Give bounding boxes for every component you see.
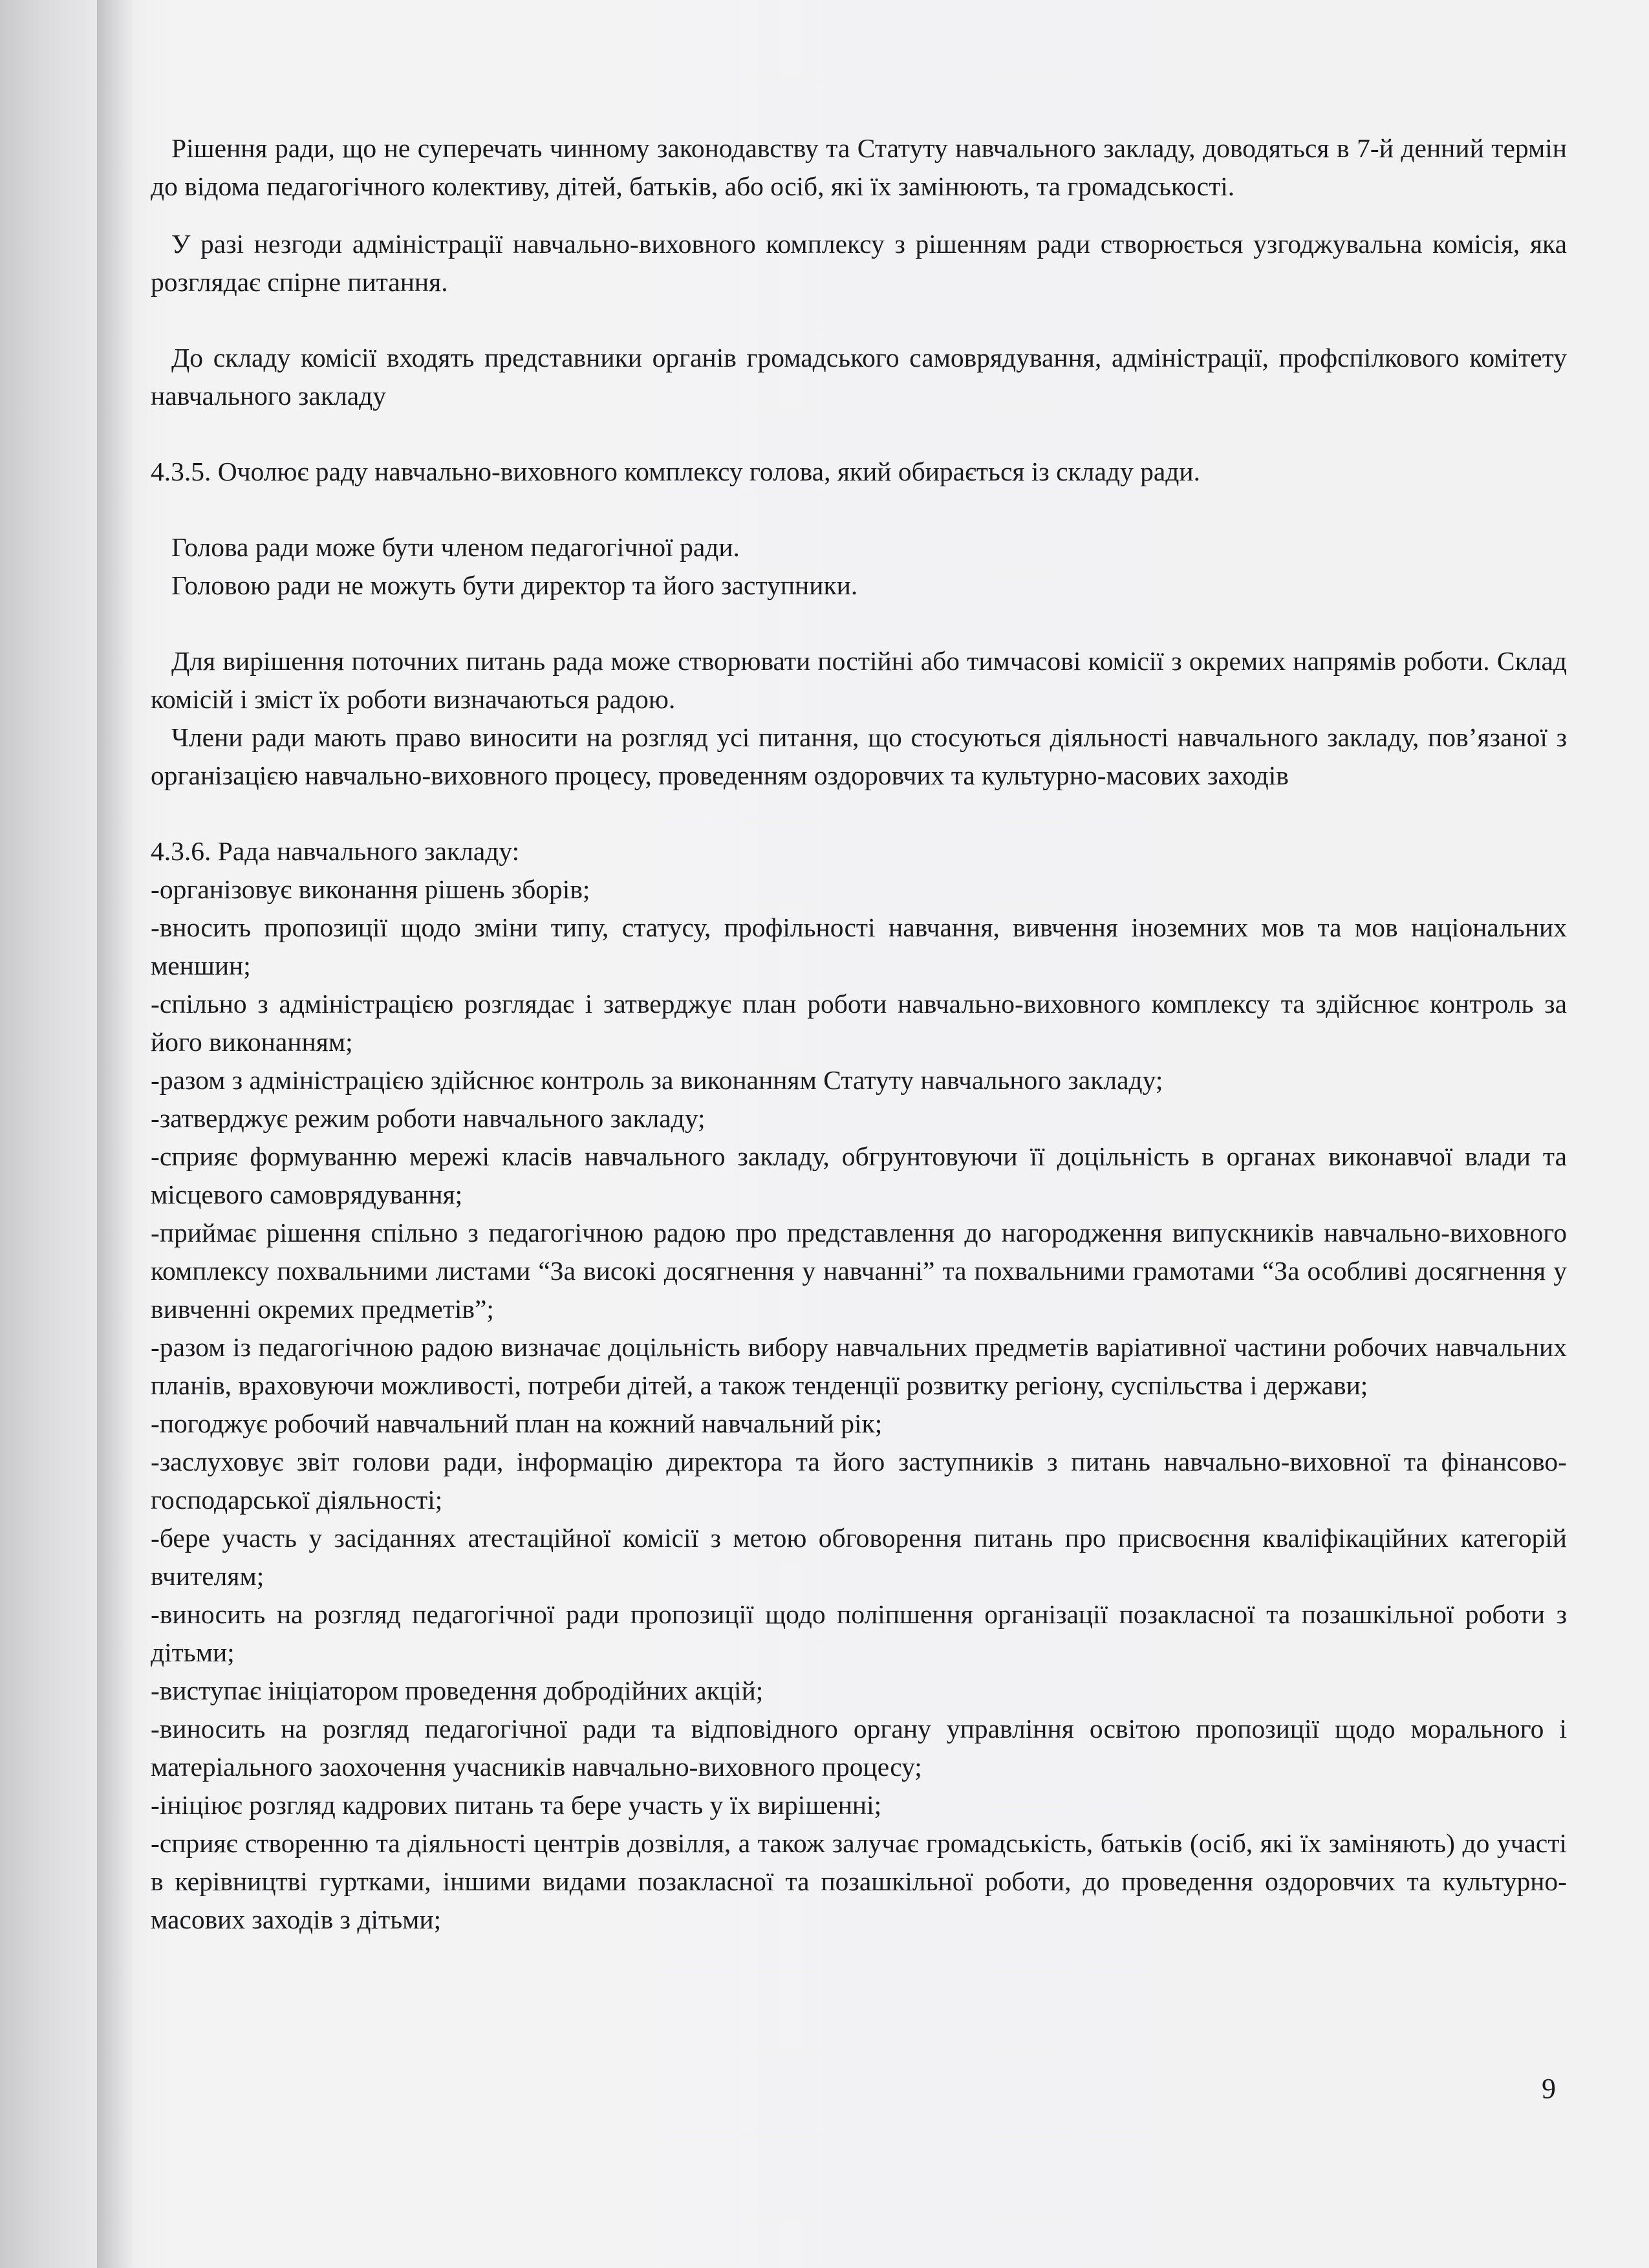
list-item: -вносить пропозиції щодо зміни типу, статусу, профільності навчання, вивчення іноземних мов та мов національних меншин; xyxy=(151,913,1567,980)
binding-shadow xyxy=(97,0,136,2268)
paragraph-disagreement: У разі незгоди адміністрації навчально-виховного комплексу з рішенням ради створюється узгоджувальна комісія, яка розглядає спірне питання. xyxy=(151,229,1567,297)
page-number: 9 xyxy=(1542,2073,1556,2104)
list-item: -ініціює розгляд кадрових питань та бере участь у їх вирішенні; xyxy=(151,1790,882,1820)
list-item: -виносить на розгляд педагогічної ради та відповідного органу управління освітою пропозиції щодо морального і матеріального заохочення учасників навчально-виховного процесу; xyxy=(151,1714,1567,1782)
paragraph-head-member: Голова ради може бути членом педагогічної ради. xyxy=(171,532,740,562)
paragraph-commission-composition: До складу комісії входять представники органів громадського самоврядування, адміністрації, профспілкового комітету навчального закладу xyxy=(151,343,1567,411)
paragraph-member-rights: Члени ради мають право виносити на розгляд усі питання, що стосуються діяльності навчального закладу, пов’язаної з організацією навчально-виховного процесу, проведенням оздоровчих та культурно-масових заходів xyxy=(151,722,1567,790)
section-title-4-3-6: 4.3.6. Рада навчального закладу: xyxy=(151,836,520,866)
list-item: -виносить на розгляд педагогічної ради пропозиції щодо поліпшення організації позакласної та позашкільної роботи з дітьми; xyxy=(151,1599,1567,1667)
list-item: -затверджує режим роботи навчального закладу; xyxy=(151,1103,706,1133)
paragraph-head-restriction: Головою ради не можуть бути директор та його заступники. xyxy=(171,570,858,600)
list-item: -сприяє створенню та діяльності центрів дозвілля, а також залучає громадськість, батьків (осіб, які їх заміняють) до участі в керівництві гуртками, іншими видами позакласної та позашкільної роботи, до проведення оздоровчих та культурно-масових заходів з дітьми; xyxy=(151,1828,1567,1934)
list-item: -виступає ініціатором проведення добродійних акцій; xyxy=(151,1676,764,1705)
list-item: -сприяє формуванню мережі класів навчального закладу, обгрунтовуючи її доцільність в органах виконавчої влади та місцевого самоврядування; xyxy=(151,1141,1567,1209)
document-body xyxy=(151,129,1567,1939)
list-item: -разом із педагогічною радою визначає доцільність вибору навчальних предметів варіативної частини робочих навчальних планів, враховуючи можливості, потреби дітей, а також тенденції розвитку регіону, суспільства і держави; xyxy=(151,1332,1567,1400)
list-item: -заслуховує звіт голови ради, інформацію директора та його заступників з питань навчально-виховної та фінансово-господарської діяльності; xyxy=(151,1447,1567,1515)
list-item: -спільно з адміністрацією розглядає і затверджує план роботи навчально-виховного комплексу та здійснює контроль за його виконанням; xyxy=(151,989,1567,1057)
paragraph-commissions: Для вирішення поточних питань рада може створювати постійні або тимчасові комісії з окремих напрямів роботи. Склад комісій і зміст їх роботи визначаються радою. xyxy=(151,646,1567,714)
list-item: -приймає рішення спільно з педагогічною радою про представлення до нагородження випускників навчально-виховного комплексу похвальними листами “За високі досягнення у навчанні” та похвальними грамотами “За особливі досягнення у вивченні окремих предметів”; xyxy=(151,1218,1567,1324)
list-item: -бере участь у засіданнях атестаційної комісії з метою обговорення питань про присвоєння кваліфікаційних категорій вчителям; xyxy=(151,1523,1567,1591)
list-item: -організовує виконання рішень зборів; xyxy=(151,874,590,904)
paragraph-council-decisions: Рішення ради, що не суперечать чинному законодавству та Статуту навчального закладу, доводяться в 7-й денний термін до відома педагогічного колективу, дітей, батьків, або осіб, які їх замінюють, та громадськості. xyxy=(151,133,1567,201)
list-item: -разом з адміністрацією здійснює контроль за виконанням Статуту навчального закладу; xyxy=(151,1065,1163,1095)
list-item: -погоджує робочий навчальний план на кожний навчальний рік; xyxy=(151,1409,883,1438)
paragraph-4-3-5: 4.3.5. Очолює раду навчально-виховного комплексу голова, який обирається із складу ради. xyxy=(151,457,1200,486)
